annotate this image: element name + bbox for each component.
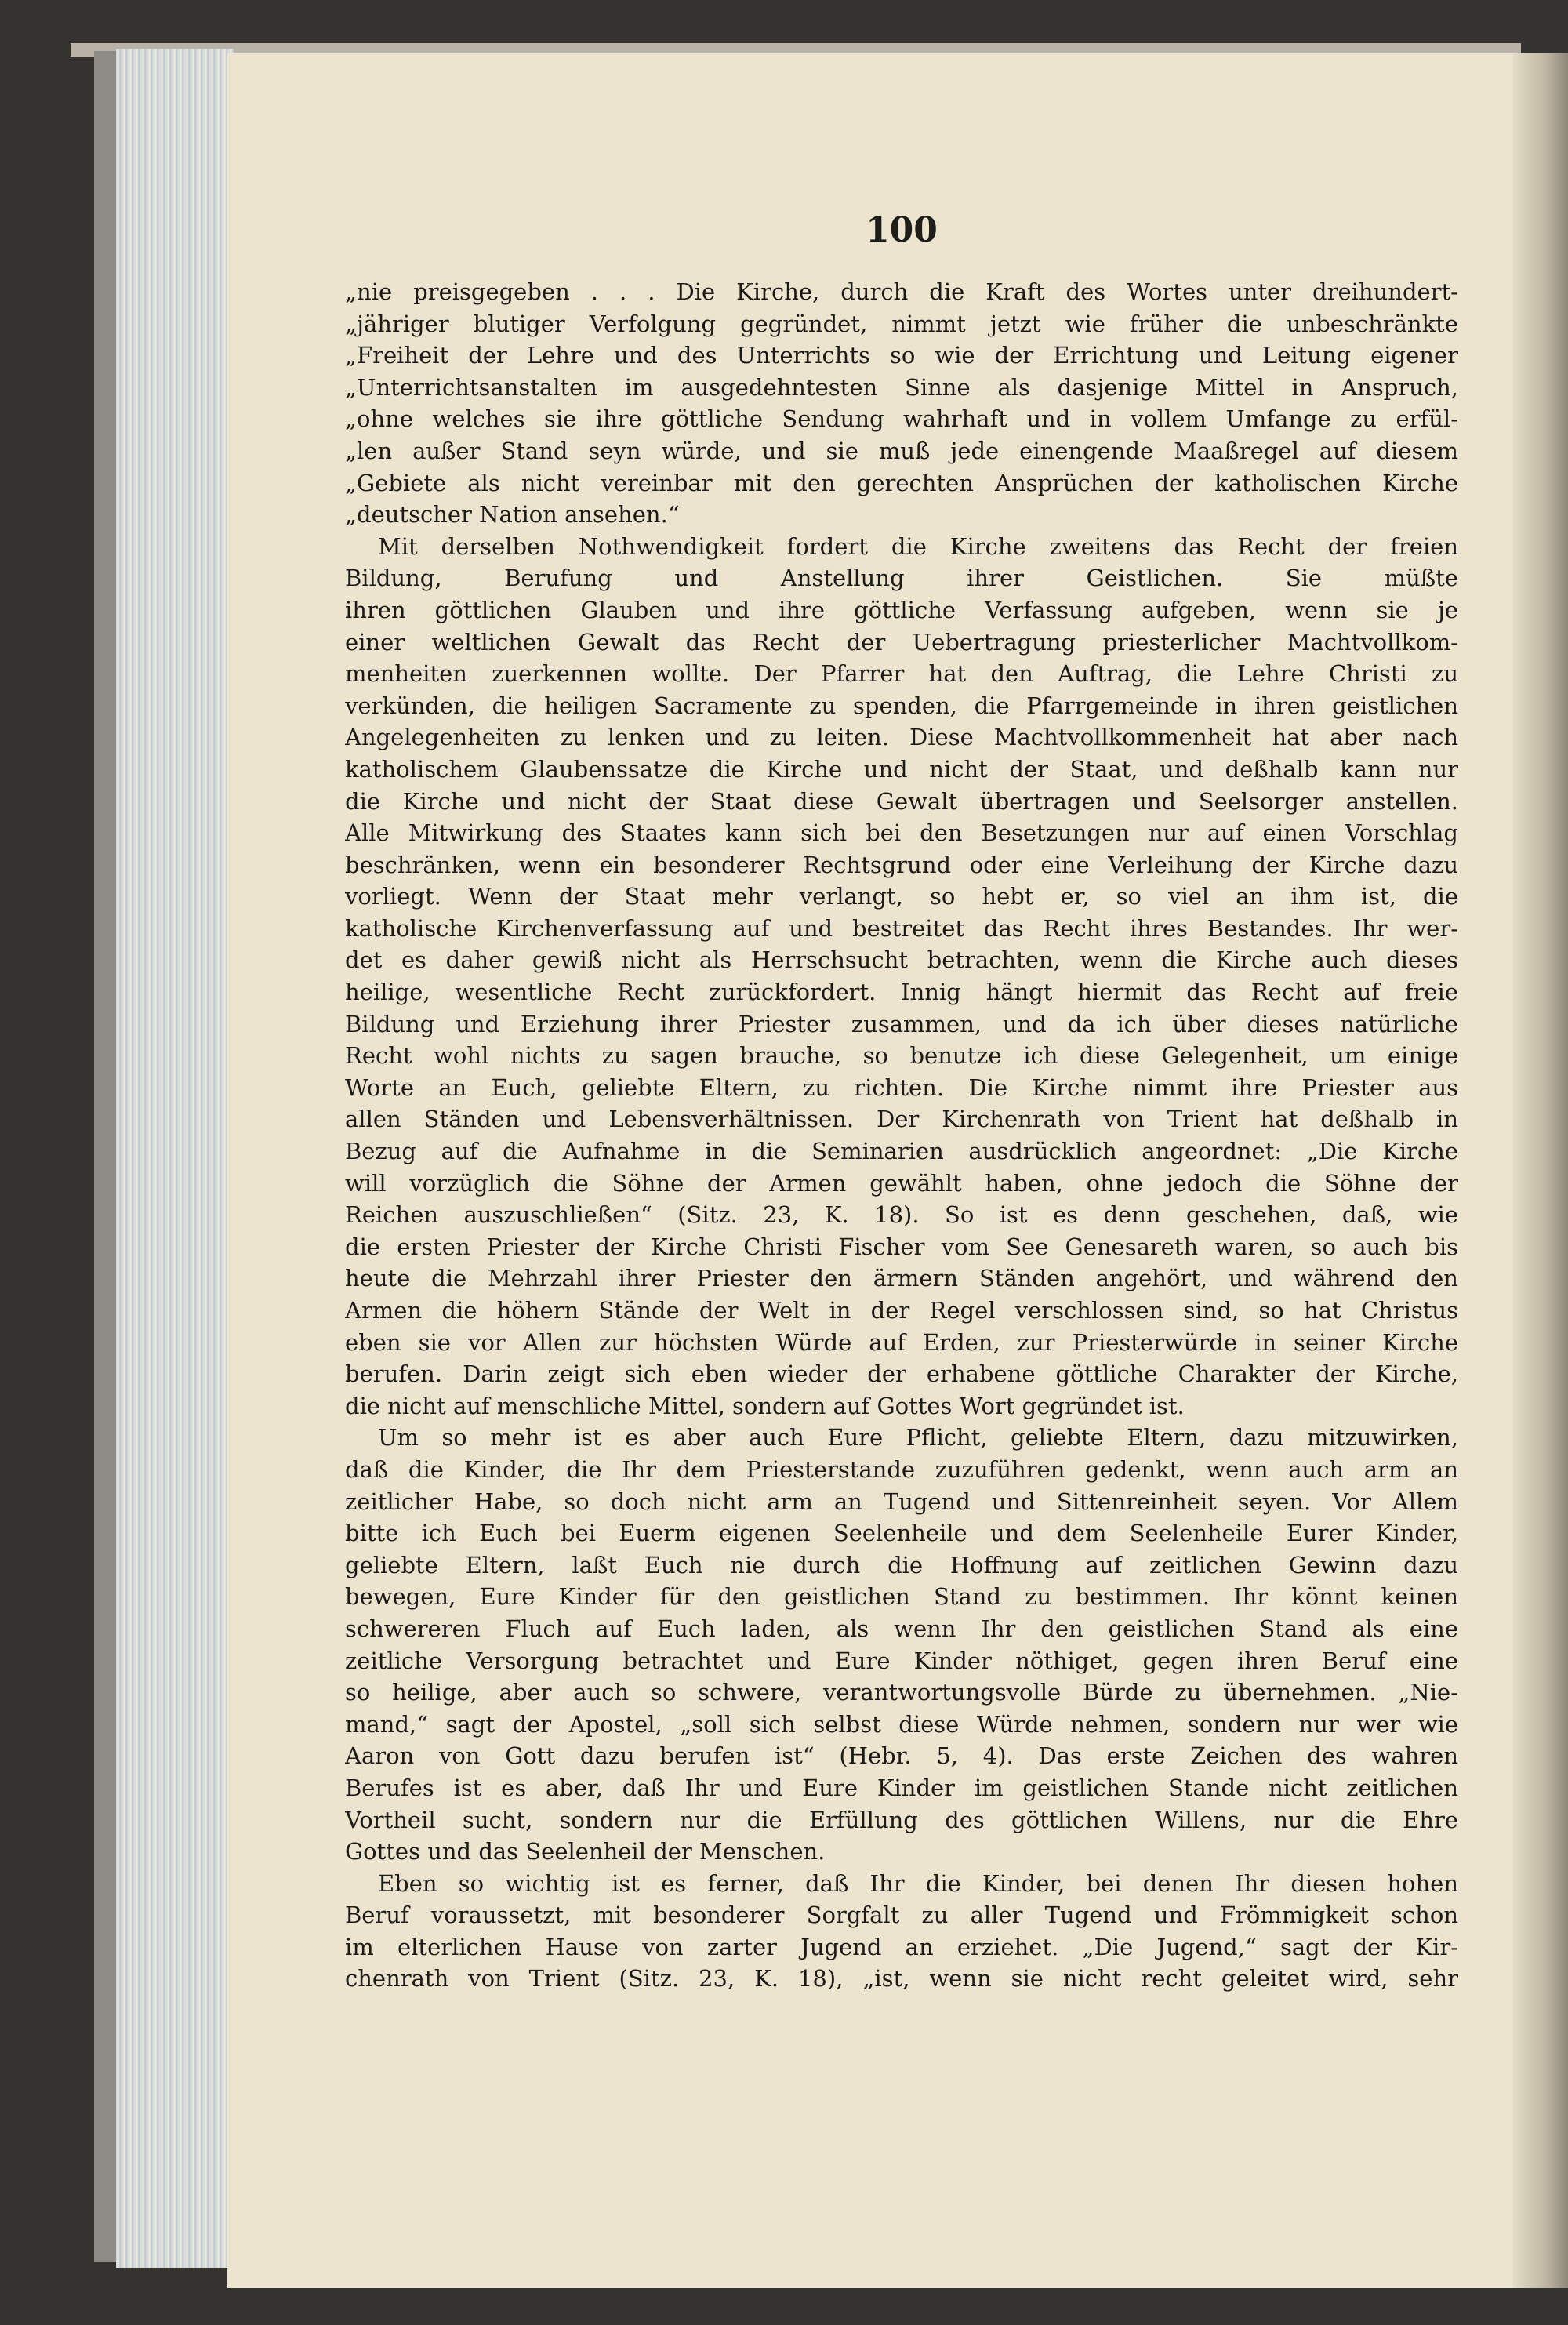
text-line: die nicht auf menschliche Mittel, sondern auf Gottes Wort gegründet ist.: [345, 1392, 1185, 1419]
text-line: Worte an Euch, geliebte Eltern, zu richten. Die Kirche nimmt ihre Priester aus: [345, 1073, 1458, 1101]
text-line: det es daher gewiß nicht als Herrschsucht betrachten, wenn die Kirche auch dieses: [345, 946, 1458, 974]
text-line: heilige, wesentliche Recht zurückfordert. Innig hängt hiermit das Recht auf freie: [345, 979, 1458, 1006]
text-line: zeitlicher Habe, so doch nicht arm an Tugend und Sittenreinheit seyen. Vor Allem: [345, 1488, 1458, 1515]
text-line: die ersten Priester der Kirche Christi Fischer vom See Genesareth waren, so auch bis: [345, 1233, 1458, 1260]
text-line: Bildung und Erziehung ihrer Priester zusammen, und da ich über dieses natürliche: [345, 1010, 1458, 1037]
text-line: „nie preisgegeben . . . Die Kirche, durch die Kraft des Wortes unter dreihundert-: [345, 278, 1458, 305]
text-line: Bezug auf die Aufnahme in die Seminarien ausdrücklich angeordnet: „Die Kirche: [345, 1138, 1458, 1165]
text-line: im elterlichen Hause von zarter Jugend an erziehet. „Die Jugend,“ sagt der Kir-: [345, 1933, 1458, 1960]
text-line: katholischem Glaubenssatze die Kirche und nicht der Staat, und deßhalb kann nur: [345, 755, 1458, 783]
text-line: Gottes und das Seelenheil der Menschen.: [345, 1838, 826, 1865]
text-line: berufen. Darin zeigt sich eben wieder der erhabene göttliche Charakter der Kirche,: [345, 1360, 1458, 1388]
text-line: Armen die höhern Stände der Welt in der Regel verschlossen sind, so hat Christus: [345, 1297, 1458, 1324]
text-line: Bildung, Berufung und Anstellung ihrer Geistlichen. Sie müßte: [345, 565, 1458, 592]
text-line: geliebte Eltern, laßt Euch nie durch die Hoffnung auf zeitlichen Gewinn dazu: [345, 1551, 1458, 1578]
text-line: Eben so wichtig ist es ferner, daß Ihr die Kinder, bei denen Ihr diesen hohen: [378, 1869, 1458, 1897]
text-line: ihren göttlichen Glauben und ihre göttliche Verfassung aufgeben, wenn sie je: [345, 596, 1458, 623]
text-line: „len außer Stand seyn würde, und sie muß jede einengende Maaßregel auf diesem: [345, 437, 1458, 464]
text-line: vorliegt. Wenn der Staat mehr verlangt, so hebt er, so viel an ihm ist, die: [345, 883, 1458, 910]
text-line: chenrath von Trient (Sitz. 23, K. 18), „ist, wenn sie nicht recht geleitet wird, sehr: [345, 1965, 1458, 1993]
text-line: schwereren Fluch auf Euch laden, als wenn Ihr den geistlichen Stand als eine: [345, 1615, 1458, 1642]
text-line: katholische Kirchenverfassung auf und bestreitet das Recht ihres Bestandes. Ihr wer-: [345, 914, 1458, 942]
text-line: Beruf voraussetzt, mit besonderer Sorgfalt zu aller Tugend und Frömmigkeit schon: [345, 1902, 1458, 1929]
text-line: Reichen auszuschließen“ (Sitz. 23, K. 18). So ist es denn geschehen, daß, wie: [345, 1201, 1458, 1229]
text-line: „deutscher Nation ansehen.“: [345, 501, 680, 529]
text-line: allen Ständen und Lebensverhältnissen. Der Kirchenrath von Trient hat deßhalb in: [345, 1106, 1458, 1133]
text-line: verkünden, die heiligen Sacramente zu spenden, die Pfarrgemeinde in ihren geistlichen: [345, 692, 1458, 719]
text-line: „jähriger blutiger Verfolgung gegründet, nimmt jetzt wie früher die unbeschränkte: [345, 310, 1458, 337]
text-line: „Freiheit der Lehre und des Unterrichts so wie der Errichtung und Leitung eigener: [345, 342, 1458, 369]
text-line: mand,“ sagt der Apostel, „soll sich selbst diese Würde nehmen, sondern nur wer wie: [345, 1710, 1458, 1738]
page-number: 100: [866, 210, 938, 250]
text-line: daß die Kinder, die Ihr dem Priesterstande zuzuführen gedenkt, wenn auch arm an: [345, 1455, 1458, 1483]
text-line: Alle Mitwirkung des Staates kann sich bei den Besetzungen nur auf einen Vorschlag: [345, 819, 1458, 847]
text-line: die Kirche und nicht der Staat diese Gewalt übertragen und Seelsorger anstellen.: [345, 787, 1458, 815]
text-line: „Unterrichtsanstalten im ausgedehntesten Sinne als dasjenige Mittel in Anspruch,: [345, 373, 1458, 401]
text-line: will vorzüglich die Söhne der Armen gewählt haben, ohne jedoch die Söhne der: [345, 1169, 1458, 1197]
text-line: beschränken, wenn ein besonderer Rechtsgrund oder eine Verleihung der Kirche dazu: [345, 851, 1458, 878]
text-line: einer weltlichen Gewalt das Recht der Uebertragung priesterlicher Machtvollkom-: [345, 628, 1458, 656]
text-line: heute die Mehrzahl ihrer Priester den ärmern Ständen angehört, und während den: [345, 1265, 1458, 1292]
text-line: Berufes ist es aber, daß Ihr und Eure Kinder im geistlichen Stande nicht zeitlichen: [345, 1774, 1458, 1801]
page-stack-shadow: [94, 51, 118, 2262]
binding-gutter: [1513, 53, 1568, 2288]
text-line: eben sie vor Allen zur höchsten Würde auf Erden, zur Priesterwürde in seiner Kirche: [345, 1328, 1458, 1356]
body-text: [345, 276, 1458, 1995]
text-line: menheiten zuerkennen wollte. Der Pfarrer hat den Auftrag, die Lehre Christi zu: [345, 660, 1458, 688]
text-line: Um so mehr ist es aber auch Eure Pflicht, geliebte Eltern, dazu mitzuwirken,: [378, 1424, 1458, 1451]
text-line: bitte ich Euch bei Euerm eigenen Seelenheile und dem Seelenheile Eurer Kinder,: [345, 1520, 1458, 1547]
page-stack-edges: [116, 49, 234, 2268]
text-line: Mit derselben Nothwendigkeit fordert die Kirche zweitens das Recht der freien: [378, 532, 1458, 560]
text-line: „ohne welches sie ihre göttliche Sendung wahrhaft und in vollem Umfange zu erfül-: [345, 405, 1458, 433]
text-line: so heilige, aber auch so schwere, verantwortungsvolle Bürde zu übernehmen. „Nie-: [345, 1679, 1458, 1706]
text-line: bewegen, Eure Kinder für den geistlichen Stand zu bestimmen. Ihr könnt keinen: [345, 1583, 1458, 1611]
text-line: Aaron von Gott dazu berufen ist“ (Hebr. 5, 4). Das erste Zeichen des wahren: [345, 1742, 1458, 1770]
text-line: zeitliche Versorgung betrachtet und Eure Kinder nöthiget, gegen ihren Beruf eine: [345, 1647, 1458, 1674]
text-line: Vortheil sucht, sondern nur die Erfüllung des göttlichen Willens, nur die Ehre: [345, 1806, 1458, 1833]
text-line: Angelegenheiten zu lenken und zu leiten. Diese Machtvollkommenheit hat aber nach: [345, 724, 1458, 751]
text-line: „Gebiete als nicht vereinbar mit den gerechten Ansprüchen der katholischen Kirche: [345, 469, 1458, 496]
text-line: Recht wohl nichts zu sagen brauche, so benutze ich diese Gelegenheit, um einige: [345, 1042, 1458, 1070]
